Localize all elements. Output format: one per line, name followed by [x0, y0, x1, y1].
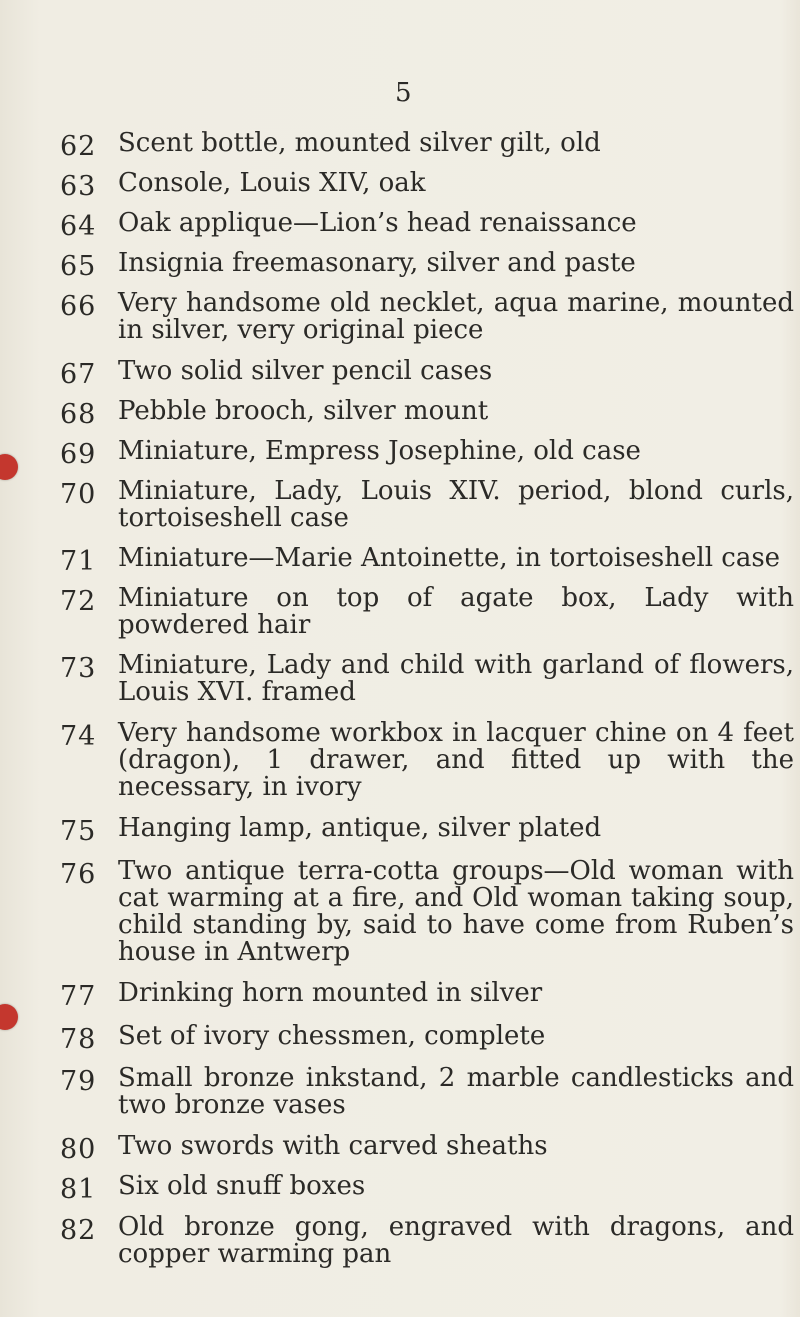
lot-description: Two antique terra-cotta groups—Old woman with cat warming at a fire, and Old woman taking soup, child standing by, said to have come from Ruben’s house in Antwerp [118, 856, 794, 967]
lot-description: Miniature, Lady and child with garland of flowers, Louis XVI. framed [118, 650, 794, 707]
lot-description: Very handsome old necklet, aqua marine, mounted in silver, very original piece [118, 288, 794, 345]
lot-description: Pebble brooch, silver mount [118, 396, 489, 426]
lot-number: 78 [60, 1024, 97, 1055]
lot-description: Insignia freemasonary, silver and paste [118, 248, 636, 278]
lot-number: 72 [60, 586, 97, 617]
page-number: 5 [395, 78, 412, 108]
lot-number: 64 [60, 211, 97, 242]
lot-number: 74 [60, 721, 97, 752]
page-edge-tab-mark [0, 1004, 18, 1030]
lot-description: Miniature, Lady, Louis XIV. period, blond curls, tortoiseshell case [118, 476, 794, 533]
lot-number: 75 [60, 816, 97, 847]
lot-number: 77 [60, 981, 97, 1012]
lot-description: Very handsome workbox in lacquer chine on 4 feet (dragon), 1 drawer, and fitted up with the necessary, in ivory [118, 718, 794, 802]
lot-description: Miniature—Marie Antoinette, in tortoiseshell case [118, 543, 781, 573]
lot-number: 66 [60, 291, 97, 322]
lot-number: 69 [60, 439, 97, 470]
lot-number: 70 [60, 479, 97, 510]
lot-number: 71 [60, 546, 97, 577]
lot-description: Two swords with carved sheaths [118, 1131, 548, 1161]
lot-number: 76 [60, 859, 97, 890]
lot-description: Old bronze gong, engraved with dragons, and copper warming pan [118, 1212, 794, 1269]
lot-description: Hanging lamp, antique, silver plated [118, 813, 602, 843]
lot-number: 80 [60, 1134, 97, 1165]
lot-number: 65 [60, 251, 97, 282]
lot-number: 63 [60, 171, 97, 202]
lot-description: Miniature on top of agate box, Lady with powdered hair [118, 583, 794, 640]
lot-description: Console, Louis XIV, oak [118, 168, 426, 198]
lot-description: Miniature, Empress Josephine, old case [118, 436, 641, 466]
lot-description: Scent bottle, mounted silver gilt, old [118, 128, 601, 158]
lot-number: 62 [60, 131, 97, 162]
lot-description: Small bronze inkstand, 2 marble candlesticks and two bronze vases [118, 1063, 794, 1120]
lot-number: 81 [60, 1174, 97, 1205]
lot-number: 79 [60, 1066, 97, 1097]
lot-description: Six old snuff boxes [118, 1171, 366, 1201]
lot-number: 73 [60, 653, 97, 684]
page-edge-tab-mark [0, 454, 18, 480]
lot-description: Two solid silver pencil cases [118, 356, 493, 386]
lot-number: 82 [60, 1215, 97, 1246]
lot-description: Drinking horn mounted in silver [118, 978, 543, 1008]
lot-number: 68 [60, 399, 97, 430]
lot-description: Oak applique—Lion’s head renaissance [118, 208, 637, 238]
lot-number: 67 [60, 359, 97, 390]
lot-description: Set of ivory chessmen, complete [118, 1021, 546, 1051]
